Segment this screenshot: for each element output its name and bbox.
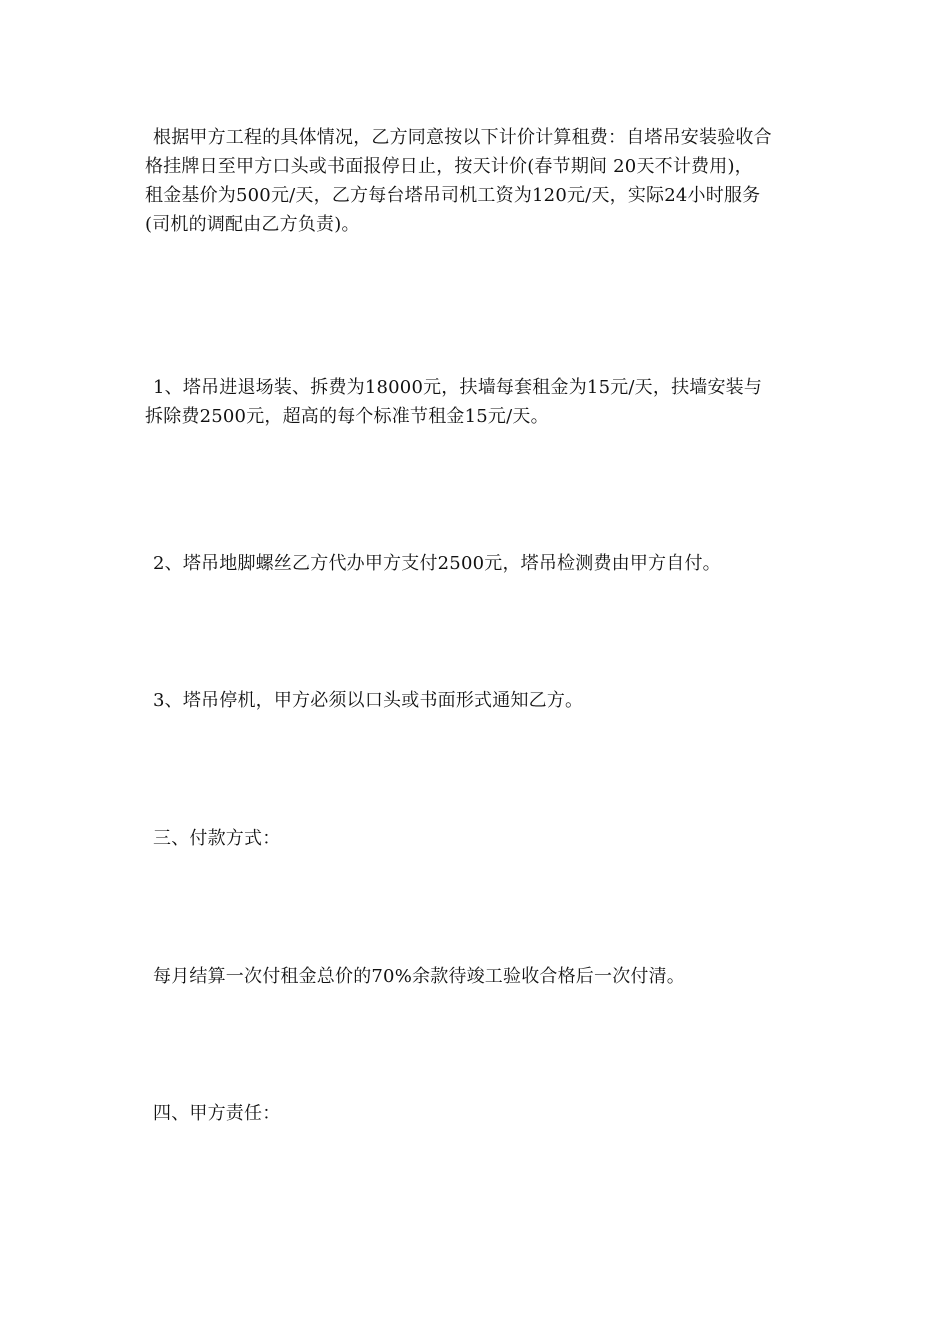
text-line: 3、塔吊停机，甲方必须以口头或书面形式通知乙方。 [153, 690, 584, 711]
text-line: 2、塔吊地脚螺丝乙方代办甲方支付2500元，塔吊检测费由甲方自付。 [153, 553, 721, 574]
text-line: 格挂牌日至甲方口头或书面报停日止，按天计价(春节期间 20天不计费用)， [145, 156, 753, 177]
section-heading-party-a-duties [145, 1099, 815, 1128]
text-line: 每月结算一次付租金总价的70%余款待竣工验收合格后一次付清。 [153, 966, 686, 987]
section-heading-payment [145, 824, 815, 853]
paragraph-rent-calculation [145, 123, 815, 239]
paragraph-item-2 [145, 549, 815, 578]
paragraph-payment-terms [145, 962, 815, 991]
section-heading: 三、付款方式： [153, 828, 281, 849]
text-line: 租金基价为500元/天，乙方每台塔吊司机工资为120元/天，实际24小时服务 [145, 185, 761, 206]
text-line: (司机的调配由乙方负责)。 [145, 214, 360, 235]
paragraph-item-3 [145, 686, 815, 715]
paragraph-item-1 [145, 373, 815, 431]
section-heading: 四、甲方责任： [153, 1103, 281, 1124]
text-line: 1、塔吊进退场装、拆费为18000元，扶墙每套租金为15元/天，扶墙安装与 [153, 377, 763, 398]
text-line: 根据甲方工程的具体情况，乙方同意按以下计价计算租费：自塔吊安装验收合 [153, 127, 772, 148]
text-line: 拆除费2500元，超高的每个标准节租金15元/天。 [145, 406, 549, 427]
